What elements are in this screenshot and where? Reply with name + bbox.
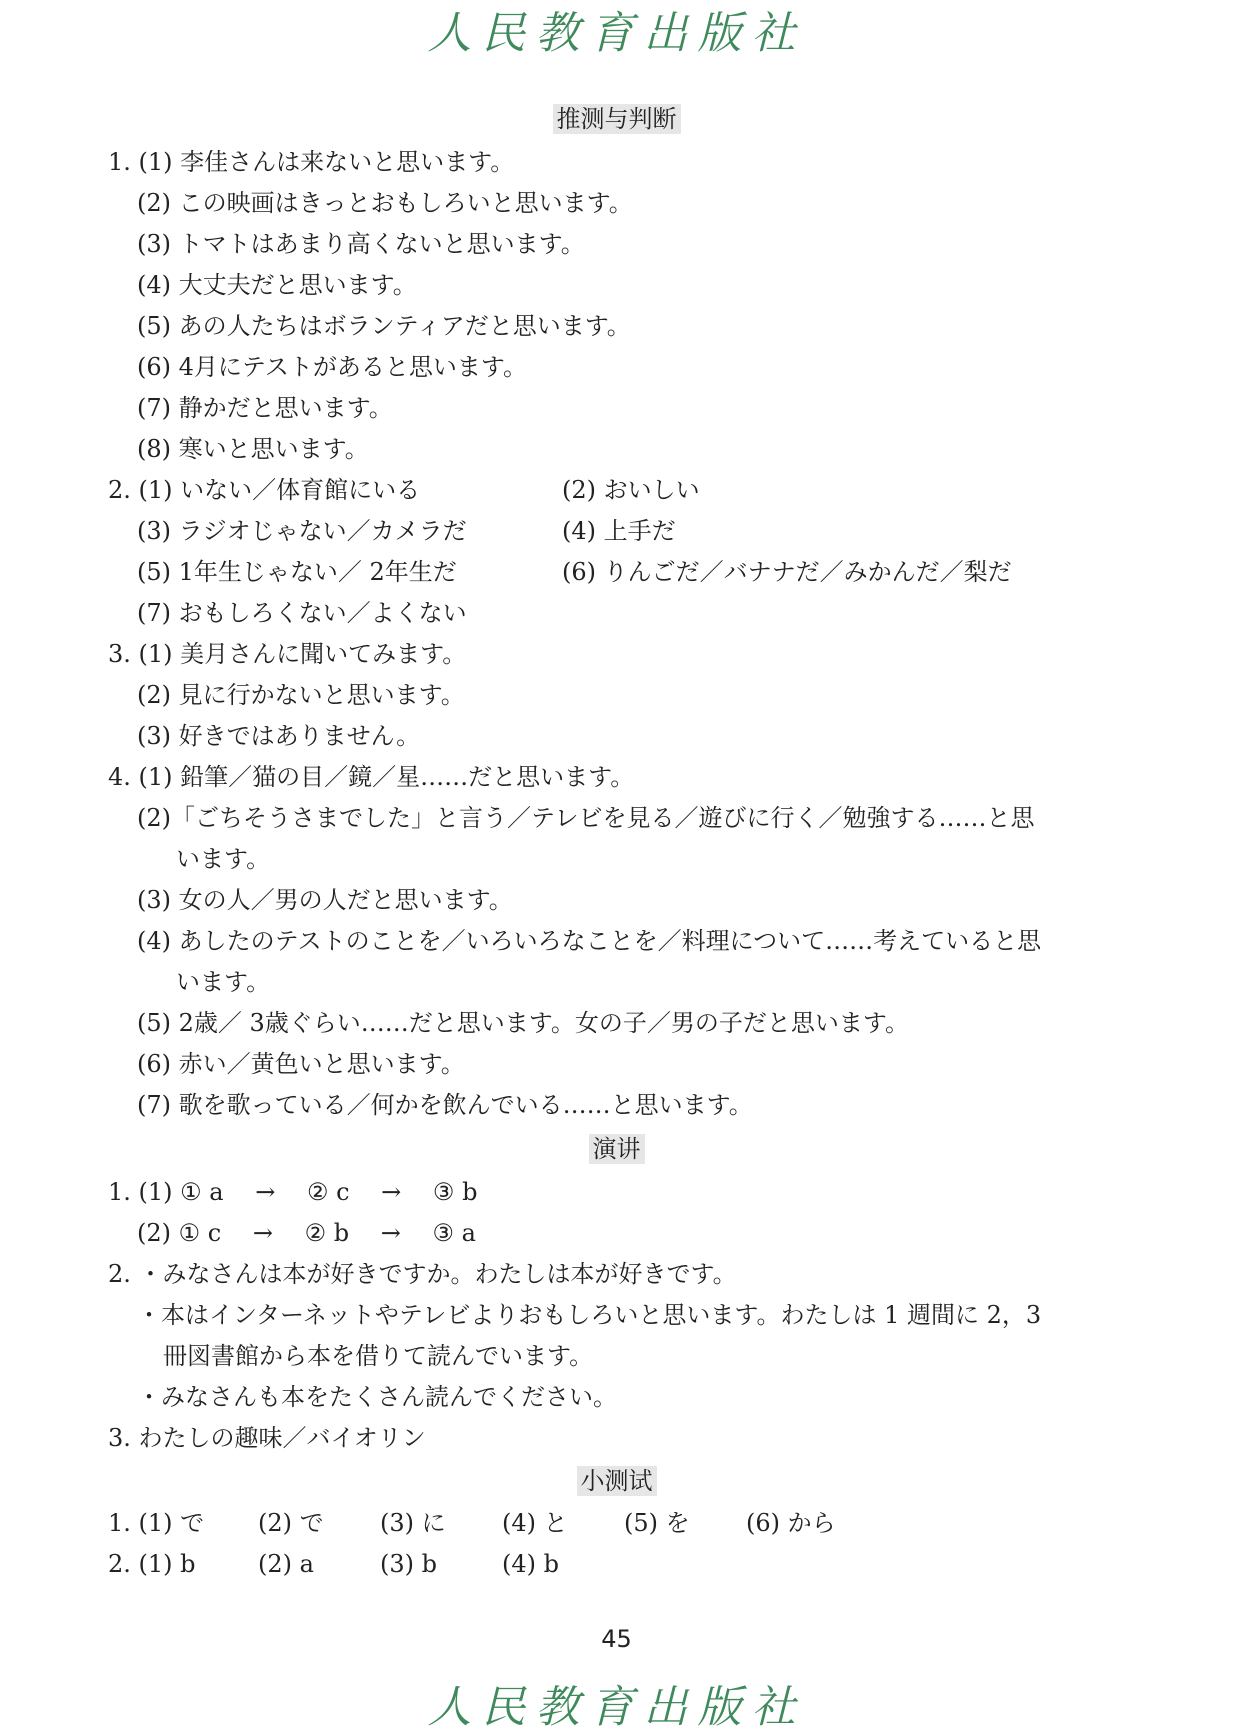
page-number: 45 xyxy=(601,1625,632,1653)
answer-line: (3) 好きではありません。 xyxy=(137,722,421,750)
answer-line: (5) を xyxy=(624,1509,690,1537)
answer-line: (3) 女の人／男の人だと思います。 xyxy=(137,886,513,914)
answer-line: (2) おいしい xyxy=(562,476,700,504)
answer-line: 3. (1) 美月さんに聞いてみます。 xyxy=(108,640,467,668)
answer-line: 1. (1) で xyxy=(108,1509,205,1537)
answer-line: (2) この映画はきっとおもしろいと思います。 xyxy=(137,189,633,217)
answer-line: (6) 赤い／黄色いと思います。 xyxy=(137,1050,465,1078)
answer-line: (7) 静かだと思います。 xyxy=(137,394,393,422)
publisher-logo-top: 人民教育出版社 xyxy=(427,8,806,59)
answer-line: (8) 寒いと思います。 xyxy=(137,435,369,463)
answer-line: (3) ラジオじゃない／カメラだ xyxy=(137,517,467,545)
answer-line: (4) あしたのテストのことを／いろいろなことを／料理について……考えていると思 xyxy=(137,927,1042,955)
answer-line: (6) 4月にテストがあると思います。 xyxy=(137,353,528,381)
answer-line: (2) a xyxy=(258,1550,314,1578)
heading-suisoku-wrap xyxy=(0,104,1233,134)
answer-line: (5) 1年生じゃない／ 2年生だ xyxy=(137,558,457,586)
heading-shoutest-wrap xyxy=(0,1466,1233,1496)
answer-line: (4) b xyxy=(502,1550,559,1578)
answer-line: (2) ① c → ② b → ③ a xyxy=(137,1219,476,1247)
answer-line: ・本はインターネットやテレビよりおもしろいと思います。わたしは 1 週間に 2，3 xyxy=(137,1301,1042,1329)
answer-line: 2. ・みなさんは本が好きですか。わたしは本が好きです。 xyxy=(108,1260,737,1288)
section-heading: 推测与判断 xyxy=(553,104,681,134)
answer-line: (3) トマトはあまり高くないと思います。 xyxy=(137,230,585,258)
answer-line: (3) b xyxy=(380,1550,437,1578)
answer-line: 冊図書館から本を借りて読んでいます。 xyxy=(163,1342,594,1370)
answer-line: ・みなさんも本をたくさん読んでください。 xyxy=(137,1383,617,1411)
answer-line: 4. (1) 鉛筆／猫の目／鏡／星……だと思います。 xyxy=(108,763,635,791)
answer-line: (7) 歌を歌っている／何かを飲んでいる……と思います。 xyxy=(137,1091,753,1119)
answer-line: (4) 大丈夫だと思います。 xyxy=(137,271,417,299)
answer-line: (2) で xyxy=(258,1509,324,1537)
heading-enkou-wrap xyxy=(0,1134,1233,1164)
answer-line: 1. (1) 李佳さんは来ないと思います。 xyxy=(108,148,515,176)
answer-line: (6) りんごだ／バナナだ／みかんだ／梨だ xyxy=(562,558,1012,586)
answer-line: (5) 2歳／ 3歳ぐらい……だと思います。女の子／男の子だと思います。 xyxy=(137,1009,909,1037)
answer-line: (6) から xyxy=(746,1509,836,1537)
answer-line: (2)「ごちそうさまでした」と言う／テレビを見る／遊びに行く／勉強する……と思 xyxy=(137,804,1035,832)
section-heading: 演讲 xyxy=(589,1134,645,1164)
answer-line: (5) あの人たちはボランティアだと思います。 xyxy=(137,312,631,340)
answer-line: います。 xyxy=(176,845,271,873)
answer-line: います。 xyxy=(176,968,271,996)
section-heading: 小测试 xyxy=(577,1466,657,1496)
answer-line: 2. (1) b xyxy=(108,1550,196,1578)
publisher-logo-bottom: 人民教育出版社 xyxy=(427,1682,806,1733)
answer-line: 1. (1) ① a → ② c → ③ b xyxy=(108,1178,478,1206)
answer-line: (4) と xyxy=(502,1509,568,1537)
answer-line: 3. わたしの趣味／バイオリン xyxy=(108,1424,426,1452)
answer-line: (2) 見に行かないと思います。 xyxy=(137,681,465,709)
answer-line: 2. (1) いない／体育館にいる xyxy=(108,476,421,504)
answer-line: (4) 上手だ xyxy=(562,517,676,545)
answer-line: (7) おもしろくない／よくない xyxy=(137,599,467,627)
answer-line: (3) に xyxy=(380,1509,446,1537)
